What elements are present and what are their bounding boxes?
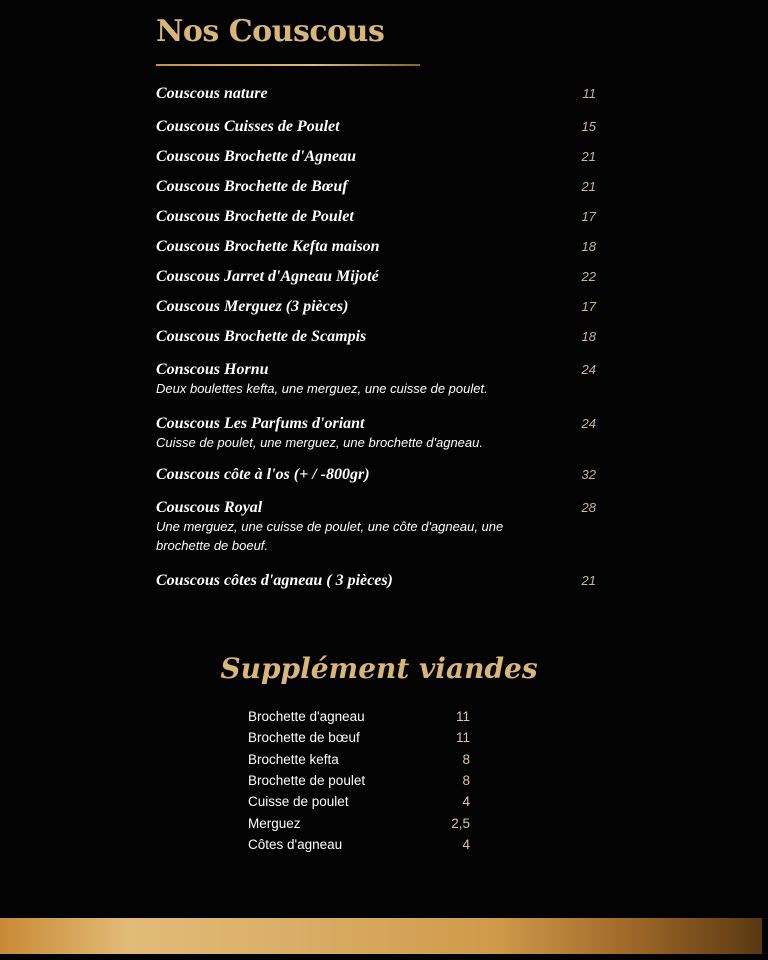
- menu-item: [156, 148, 596, 166]
- item-price: 17: [581, 299, 596, 314]
- item-price: 11: [455, 709, 470, 724]
- menu-item: [156, 361, 596, 398]
- item-price: 24: [581, 416, 596, 431]
- item-name: Couscous Les Parfums d'oriant: [156, 415, 365, 432]
- item-name: Couscous Brochette Kefta maison: [156, 238, 380, 255]
- menu-item: [156, 178, 596, 196]
- menu-item: [156, 85, 596, 103]
- menu-item: [156, 415, 596, 452]
- item-description: Cuisse de poulet, une merguez, une brochette d'agneau.: [156, 435, 483, 450]
- menu-item: [156, 238, 596, 256]
- menu-item: [156, 499, 596, 555]
- menu-item: [156, 208, 596, 226]
- menu-item: [156, 268, 596, 286]
- item-price: 4: [462, 836, 470, 852]
- item-name: Couscous Cuisses de Poulet: [156, 118, 340, 135]
- item-price: 22: [581, 269, 596, 284]
- item-price: 21: [581, 149, 596, 164]
- item-price: 24: [581, 362, 596, 377]
- title-divider: [156, 64, 420, 66]
- item-name: Brochette de bœuf: [248, 730, 360, 746]
- item-name: Brochette de poulet: [248, 772, 366, 788]
- supplement-item: [248, 709, 470, 725]
- supplement-item: [248, 752, 470, 768]
- item-description: Deux boulettes kefta, une merguez, une cuisse de poulet.: [156, 381, 488, 396]
- item-price: 18: [581, 329, 596, 344]
- section-title-couscous: Nos Couscous: [156, 14, 385, 49]
- item-name: Cuisse de poulet: [248, 794, 349, 810]
- item-price: 21: [581, 573, 596, 588]
- item-description: Une merguez, une cuisse de poulet, une côte d'agneau, une brochette de boeuf.: [156, 519, 504, 553]
- item-price: 8: [462, 751, 470, 767]
- item-name: Couscous Merguez (3 pièces): [156, 298, 349, 315]
- supplement-item: [248, 794, 470, 810]
- supplement-item: [248, 816, 470, 832]
- item-name: Couscous Brochette de Scampis: [156, 328, 367, 345]
- item-price: 11: [582, 86, 596, 101]
- item-price: 15: [581, 119, 596, 134]
- section-title-supplement: Supplément viandes: [220, 652, 538, 685]
- item-name: Conscous Hornu: [156, 361, 269, 378]
- item-name: Couscous Jarret d'Agneau Mijoté: [156, 268, 379, 285]
- item-name: Couscous côte à l'os (+ / -800gr): [156, 466, 370, 483]
- supplement-item: [248, 837, 470, 853]
- item-name: Couscous nature: [156, 85, 268, 102]
- item-name: Couscous Royal: [156, 499, 263, 516]
- item-price: 18: [581, 239, 596, 254]
- item-price: 2,5: [451, 815, 470, 831]
- supplement-item: [248, 773, 470, 789]
- item-price: 32: [581, 467, 596, 482]
- item-name: Couscous côtes d'agneau ( 3 pièces): [156, 572, 393, 589]
- menu-item: [156, 466, 596, 484]
- decorative-gold-bar: [0, 918, 762, 954]
- item-price: 8: [462, 772, 470, 788]
- supplement-item: [248, 730, 470, 746]
- item-name: Brochette d'agneau: [248, 709, 365, 724]
- item-name: Côtes d'agneau: [248, 836, 343, 852]
- menu-item: [156, 118, 596, 136]
- item-name: Couscous Brochette d'Agneau: [156, 148, 357, 165]
- item-name: Brochette kefta: [248, 751, 339, 767]
- item-price: 21: [581, 179, 596, 194]
- menu-item: [156, 298, 596, 316]
- menu-item: [156, 328, 596, 346]
- item-name: Merguez: [248, 815, 301, 831]
- item-price: 17: [581, 209, 596, 224]
- item-price: 4: [462, 794, 470, 810]
- item-name: Couscous Brochette de Bœuf: [156, 178, 348, 195]
- item-name: Couscous Brochette de Poulet: [156, 208, 354, 225]
- item-price: 11: [455, 730, 470, 746]
- menu-item: [156, 572, 596, 590]
- item-price: 28: [581, 500, 596, 515]
